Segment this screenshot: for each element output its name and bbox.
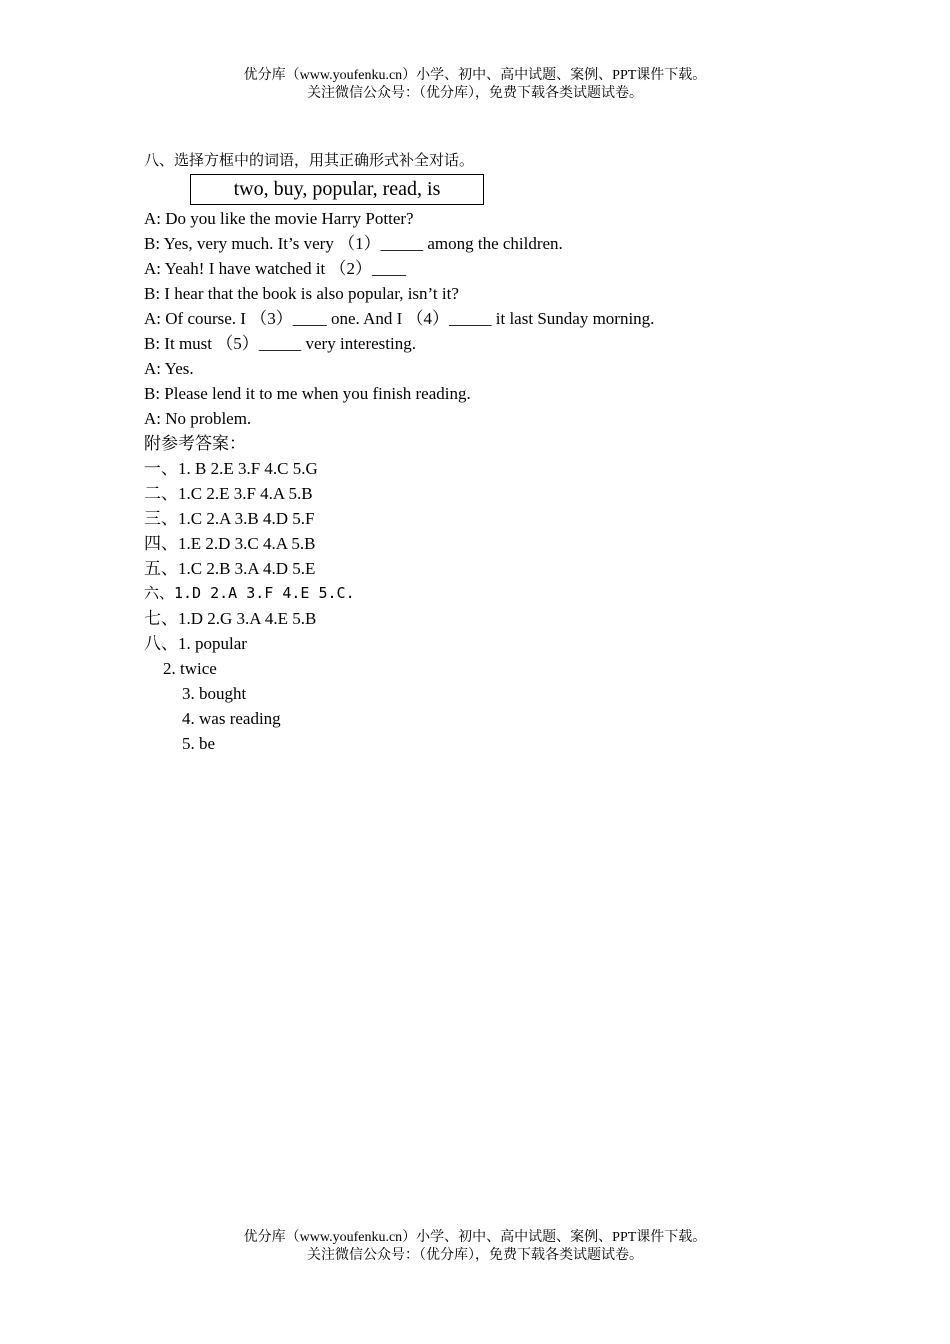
page-header: [0, 67, 950, 103]
section-8-title: 八、选择方框中的词语，用其正确形式补全对话。: [144, 153, 475, 169]
answer-line: 七、1.D 2.G 3.A 4.E 5.B: [144, 609, 317, 628]
answer-key-title: 附参考答案：: [144, 434, 246, 453]
word-box: two, buy, popular, read, is: [190, 174, 484, 205]
answer-line: 一、1. B 2.E 3.F 4.C 5.G: [144, 459, 318, 478]
answer-line: 四、1.E 2.D 3.C 4.A 5.B: [144, 534, 316, 553]
page-content: [144, 150, 844, 756]
answer-line: 二、1.C 2.E 3.F 4.A 5.B: [144, 484, 313, 503]
dialogue-line: B: I hear that the book is also popular, isn’t it?: [144, 284, 459, 303]
answer-line: 2. twice: [163, 659, 217, 678]
dialogue-line: A: No problem.: [144, 409, 252, 428]
answer-key: [144, 431, 844, 756]
dialogue-line: A: Yes.: [144, 359, 194, 378]
answer-line: 五、1.C 2.B 3.A 4.D 5.E: [144, 559, 316, 578]
dialogue-line: A: Of course. I （3）____ one. And I （4）_____ it last Sunday morning.: [144, 309, 655, 328]
dialogue-line: B: It must （5）_____ very interesting.: [144, 334, 416, 353]
dialogue-line: A: Do you like the movie Harry Potter?: [144, 209, 414, 228]
answer-line: 4. was reading: [182, 709, 281, 728]
dialogue: [144, 206, 844, 431]
answer-line: 三、1.C 2.A 3.B 4.D 5.F: [144, 509, 315, 528]
answer-line: 3. bought: [182, 684, 247, 703]
footer-line-2: 关注微信公众号：（优分库），免费下载各类试题试卷。: [307, 1248, 643, 1263]
header-line-1: 优分库（www.youfenku.cn）小学、初中、高中试题、案例、PPT课件下载。: [243, 68, 707, 83]
dialogue-line: B: Yes, very much. It’s very （1）_____ among the children.: [144, 234, 563, 253]
answer-line: 六、1.D 2.A 3.F 4.E 5.C.: [144, 584, 355, 602]
page-footer: [0, 1229, 950, 1265]
dialogue-line: B: Please lend it to me when you finish reading.: [144, 384, 471, 403]
answer-line: 八、1. popular: [144, 634, 247, 653]
dialogue-line: A: Yeah! I have watched it （2）____: [144, 259, 407, 278]
footer-line-1: 优分库（www.youfenku.cn）小学、初中、高中试题、案例、PPT课件下载。: [243, 1230, 707, 1245]
answer-line: 5. be: [182, 734, 216, 753]
header-line-2: 关注微信公众号：（优分库），免费下载各类试题试卷。: [307, 86, 643, 101]
